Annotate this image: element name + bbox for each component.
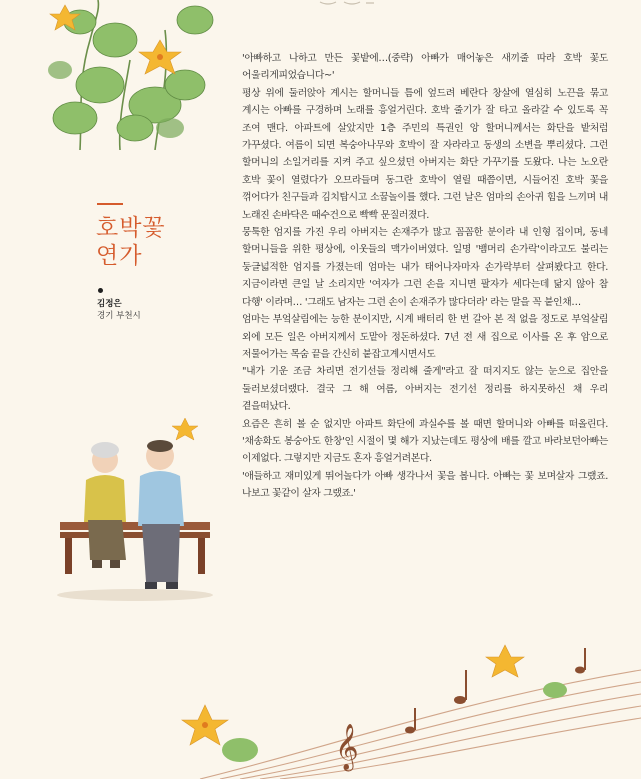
elderly-couple-illustration [50,410,225,610]
pumpkin-flower-icon [172,418,198,440]
article-title [96,214,216,270]
author-location: 경기 부천시 [97,311,141,321]
title-rule [97,203,123,205]
paragraph: 엄마는 부엌살림에는 능한 분이지만, 시계 배터리 한 번 갈아 본 적 없을 정도로 부엌살림 외에 모든 일은 아버지께서 도맡아 정돈하셨다. 7년 전 새 집으로 이사를 온 후 암으로 저물어가는 목숨 끝을 간신히 붙잡고계시면서도 [242,314,608,360]
paragraph: '아빠하고 나하고 만든 꽃밭에…(중략) 아빠가 매어놓은 새끼줄 따라 호박 꽃도 어울리게피었습니다~' [242,53,608,82]
paragraph: 평상 위에 둘러앉아 계시는 할머니들 틈에 엎드려 베란다 창살에 열심히 노끈을 묶고 계시는 아빠를 구경하며 노래를 흥얼거린다. 호박 줄기가 잘 타고 올라갈 수 있도록 꼭 조여 맨다. 아파트에 살았지만 1층 주민의 특권인 앙 할머니께서는 화단을 밭처럼 가꾸셨다. 여름이 되면 복숭아나무와 호박이 잘 자라라고 동생의 소변을 뿌리셨다. 그런 할머니의 소일거리를 지켜 주고 싶으셨던 아버지는 화단 가꾸기를 도왔다. 나는 노오란 호박 꽃이 열렸다가 오므라들며 동그란 호박이 열릴 때쯤이면, 시들어진 호박 꽃을 꺾어다가 친구들과 김치탑시고 소꿉놀이를 했다. 그런 날은 엄마의 손아귀 힘을 느끼며 내 노래진 손바닥은 때수건으로 빡빡 문질러졌다. [242,87,608,221]
pumpkin-vine-illustration [20,0,220,150]
title-line-2: 연가 [96,243,143,269]
paragraph: "내가 기운 조금 차리면 전기선들 정리해 줄게"라고 잘 떠지지도 않는 눈으로 집안을 둘러보셨더랬다. 결국 그 해 여름, 아버지는 전기선 정리를 하지못하신 채 우리 곁을떠났다. [242,366,608,413]
paragraph: 요즘은 흔히 볼 순 없지만 아파트 화단에 과실수를 볼 때면 할머니와 아빠를 떠올린다. '채송화도 봉숭아도 한창'인 시절이 몇 해가 지났는데도 평상에 배를 깔고 바라보던아빠는 이제없다. 그렇지만 지금도 혼자 흥얼거려본다. [242,418,608,465]
essay-body [242,50,608,503]
author-name: 김정은 [97,299,122,309]
paragraph: 뭉툭한 엄지를 가진 우리 아버지는 손재주가 많고 꼼꼼한 분이라 내 인형 집이며, 동네 할머니들을 위한 평상에, 이웃들의 맥가이버였다. 일명 '뱀머리 손가락'이라고도 불리는 둥글넓적한 엄지를 가졌는데 엄마는 내가 태어나자마자 손가락부터 살펴봤다고 한다. 지금이라면 큰일 날 소리지만 '여자가 그런 손을 지니면 팔자가 세다는데 닮지 않아 참 다행' 이라며… '그래도 남자는 그런 손이 손재주가 많다더라' 라는 말을 꼭 붙인채… [242,227,608,308]
svg-text:𝄞: 𝄞 [335,724,359,770]
top-decoration [318,0,378,8]
paragraph: '애들하고 재미있게 뛰어놀다가 아빠 생각나서 꽃을 봅니다. 아빠는 꽃 보며살자 그랬죠. 나보고 꽃같이 살자 그랬죠.' [242,470,608,500]
author-bullet [98,288,103,293]
title-line-1: 호박꽃 [96,215,166,241]
music-staff-illustration [160,630,641,779]
